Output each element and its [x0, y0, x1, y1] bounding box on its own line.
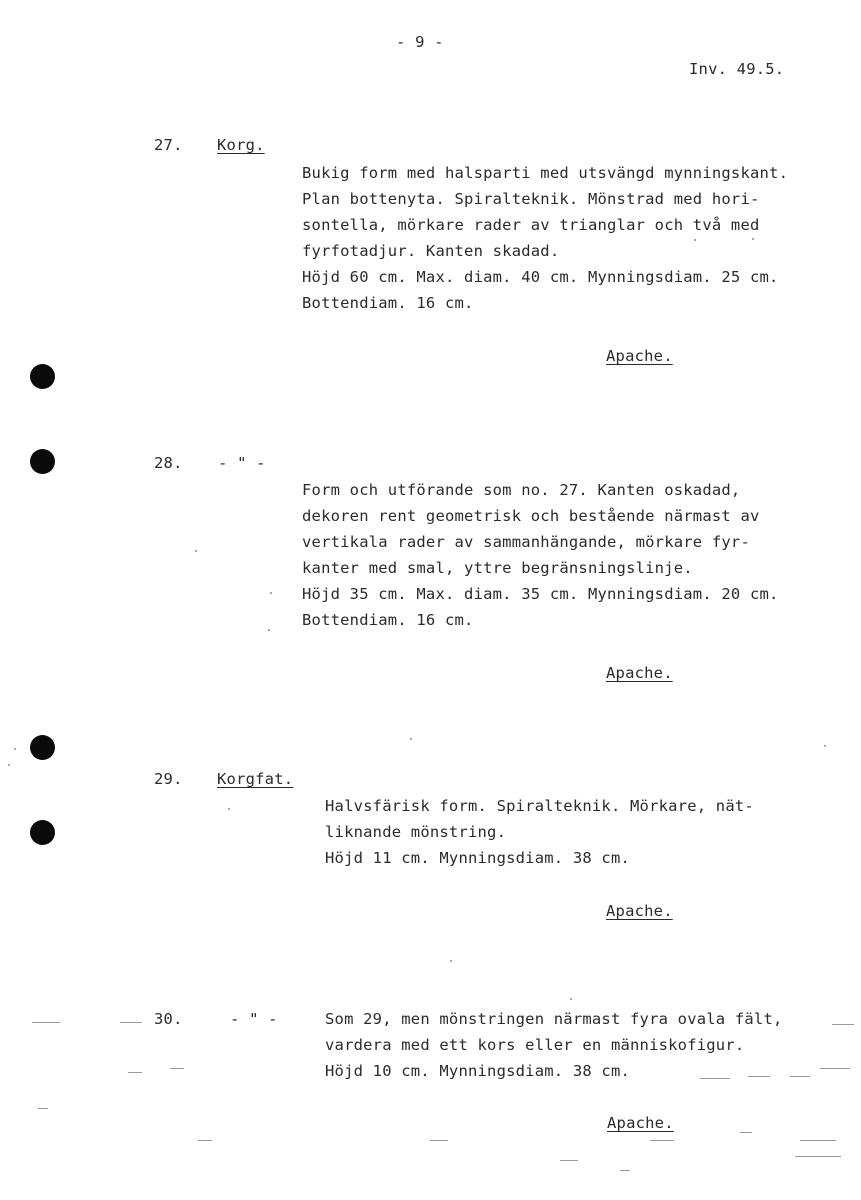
- entry-number: 30.: [154, 1010, 183, 1028]
- entry-title: Korg.: [217, 136, 265, 154]
- inventory-number: Inv. 49.5.: [689, 60, 785, 78]
- entry-line: kanter med smal, yttre begränsningslinje.: [302, 559, 693, 577]
- punch-hole: [30, 449, 55, 474]
- entry-line: sontella, mörkare rader av trianglar och två med: [302, 216, 760, 234]
- entry-line: vardera med ett kors eller en människofigur.: [325, 1036, 745, 1054]
- punch-hole: [30, 364, 55, 389]
- entry-line: Bottendiam. 16 cm.: [302, 294, 474, 312]
- entry-line: Höjd 11 cm. Mynningsdiam. 38 cm.: [325, 849, 631, 867]
- entry-line: vertikala rader av sammanhängande, mörkare fyr-: [302, 533, 750, 551]
- entry-origin: Apache.: [607, 1114, 674, 1132]
- entry-title: - " -: [218, 454, 266, 472]
- entry-line: dekoren rent geometrisk och bestående närmast av: [302, 507, 760, 525]
- entry-origin: Apache.: [606, 347, 673, 365]
- entry-line: Bukig form med halsparti med utsvängd mynningskant.: [302, 164, 789, 182]
- entry-title: - " -: [230, 1010, 278, 1028]
- entry-line: Som 29, men mönstringen närmast fyra ovala fält,: [325, 1010, 783, 1028]
- entry-line: fyrfotadjur. Kanten skadad.: [302, 242, 560, 260]
- entry-title: Korgfat.: [217, 770, 294, 788]
- entry-line: Bottendiam. 16 cm.: [302, 611, 474, 629]
- entry-number: 27.: [154, 136, 183, 154]
- entry-line: Höjd 60 cm. Max. diam. 40 cm. Mynningsdiam. 25 cm.: [302, 268, 779, 286]
- entry-line: Plan bottenyta. Spiralteknik. Mönstrad med hori-: [302, 190, 760, 208]
- punch-hole: [30, 735, 55, 760]
- entry-line: liknande mönstring.: [325, 823, 507, 841]
- page-number: - 9 -: [396, 33, 444, 51]
- punch-hole: [30, 820, 55, 845]
- entry-line: Halvsfärisk form. Spiralteknik. Mörkare, nät-: [325, 797, 754, 815]
- entry-number: 29.: [154, 770, 183, 788]
- entry-number: 28.: [154, 454, 183, 472]
- entry-line: Höjd 10 cm. Mynningsdiam. 38 cm.: [325, 1062, 631, 1080]
- entry-origin: Apache.: [606, 902, 673, 920]
- entry-line: Höjd 35 cm. Max. diam. 35 cm. Mynningsdiam. 20 cm.: [302, 585, 779, 603]
- entry-line: Form och utförande som no. 27. Kanten oskadad,: [302, 481, 741, 499]
- entry-origin: Apache.: [606, 664, 673, 682]
